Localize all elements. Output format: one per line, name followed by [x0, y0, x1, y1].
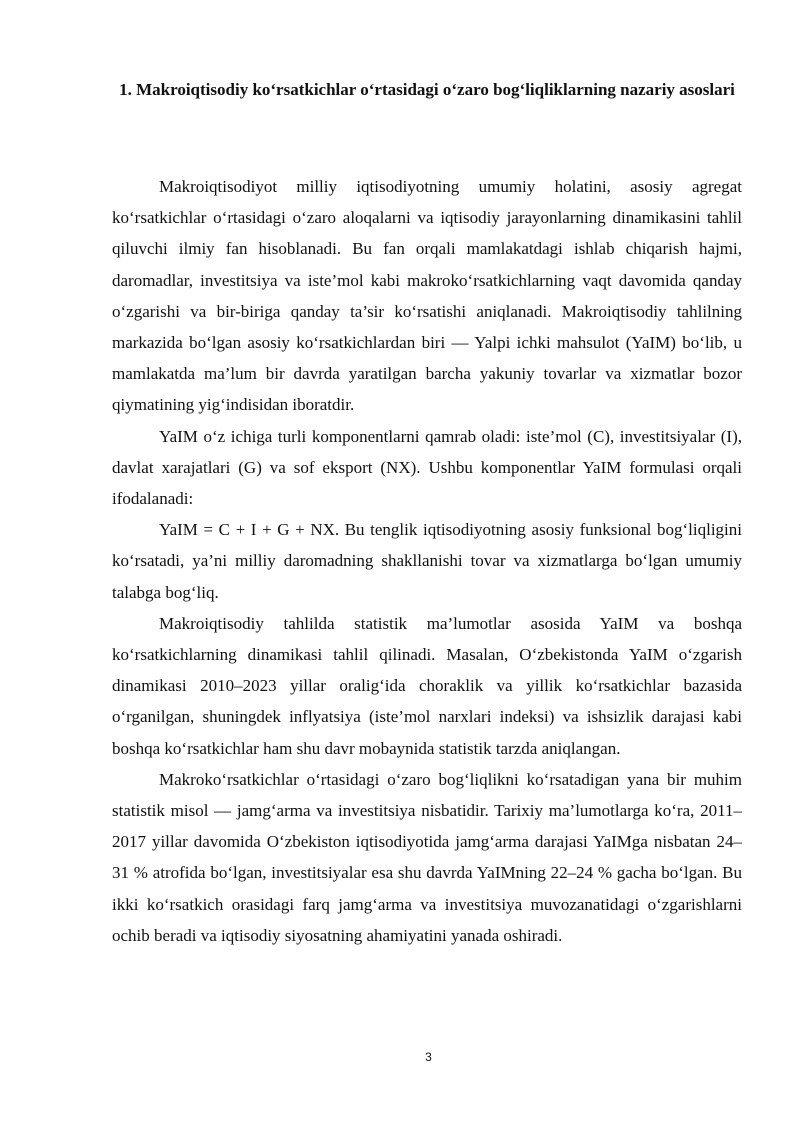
section-heading: 1. Makroiqtisodiy ko‘rsatkichlar o‘rtasidagi o‘zaro bog‘liqliklarning nazariy asoslari	[119, 80, 735, 99]
paragraph: Makroiqtisodiy tahlilda statistik ma’lumotlar asosida YaIM va boshqa ko‘rsatkichlarning dinamikasi tahlil qilinadi. Masalan, O‘zbekistonda YaIM o‘zgarish dinamikasi 2010–2023 yillar oralig‘ida choraklik va yillik ko‘rsatkichlar bazasida o‘rganilgan, shuningdek inflyatsiya (iste’mol narxlari indeksi) va ishsizlik darajasi kabi boshqa ko‘rsatkichlar ham shu davr mobaynida statistik tarzda aniqlangan.	[112, 613, 742, 758]
paragraph: YaIM = C + I + G + NX. Bu tenglik iqtisodiyotning asosiy funksional bog‘liqligini ko‘rsatadi, ya’ni milliy daromadning shakllanishi tovar va xizmatlarga bo‘lgan umumiy talabga bog‘liq.	[112, 520, 742, 602]
paragraph: YaIM o‘z ichiga turli komponentlarni qamrab oladi: iste’mol (C), investitsiyalar (I), davlat xarajatlari (G) va sof eksport (NX). Ushbu komponentlar YaIM formulasi orqali ifodalanadi:	[112, 426, 742, 509]
body-text	[112, 171, 742, 951]
paragraph: Makroko‘rsatkichlar o‘rtasidagi o‘zaro bog‘liqlikni ko‘rsatadigan yana bir muhim statistik misol — jamg‘arma va investitsiya nisbatidir. Tarixiy ma’lumotlarga ko‘ra, 2011–2017 yillar davomida O‘zbekiston iqtisodiyotida jamg‘arma darajasi YaIMga nisbatan 24–31 % atrofida bo‘lgan, investitsiyalar esa shu davrda YaIMning 22–24 % gacha bo‘lgan. Bu ikki ko‘rsatkich orasidagi farq jamg‘arma va investitsiya muvozanatidagi o‘zgarishlarni ochib beradi va iqtisodiy siyosatning ahamiyatini yanada oshiradi.	[112, 769, 742, 945]
page-number: 3	[425, 1050, 432, 1064]
paragraph: Makroiqtisodiyot milliy iqtisodiyotning umumiy holatini, asosiy agregat ko‘rsatkichlar o‘rtasidagi o‘zaro aloqalarni va iqtisodiy jarayonlarning dinamikasini tahlil qiluvchi ilmiy fan hisoblanadi. Bu fan orqali mamlakatdagi ishlab chiqarish hajmi, daromadlar, investitsiya va iste’mol kabi makroko‘rsatkichlarning vaqt davomida qanday o‘zgarishi va bir-biriga qanday ta’sir ko‘rsatishi aniqlanadi. Makroiqtisodiy tahlilning markazida bo‘lgan asosiy ko‘rsatkichlardan biri — Yalpi ichki mahsulot (YaIM) bo‘lib, u mamlakatda ma’lum bir davrda yaratilgan barcha yakuniy tovarlar va xizmatlar bozor qiymatining yig‘indisidan iboratdir.	[112, 177, 742, 415]
